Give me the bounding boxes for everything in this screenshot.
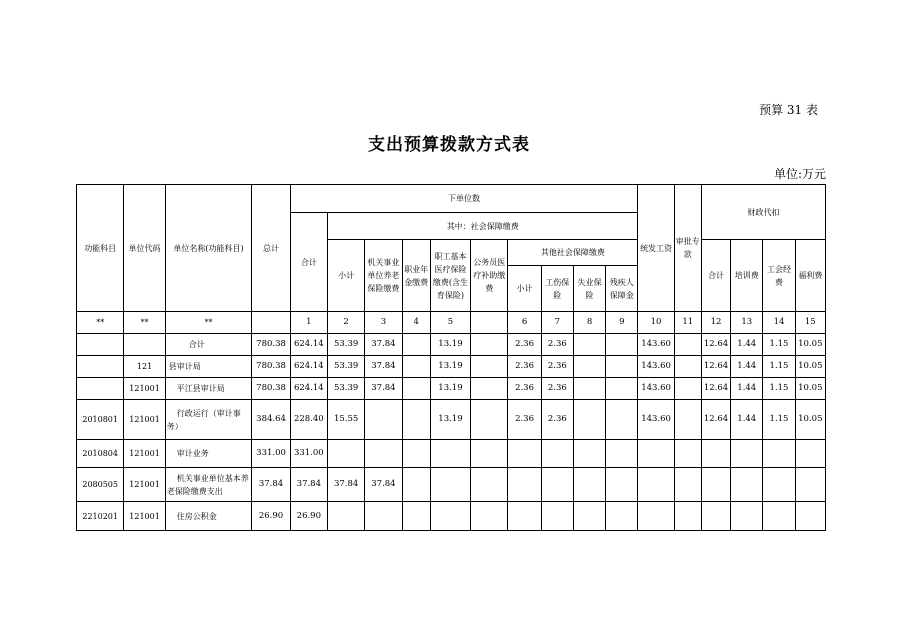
table-cell: 624.14 — [290, 378, 327, 400]
table-cell: 1.44 — [731, 378, 763, 400]
table-cell: 2.36 — [508, 356, 541, 378]
table-cell: 3 — [365, 312, 402, 334]
table-cell: 1.44 — [731, 400, 763, 440]
table-cell — [402, 400, 430, 440]
table-cell: 10.05 — [795, 356, 825, 378]
col-subtotal-all: 合计 — [290, 213, 327, 312]
col-unemployment: 失业保险 — [573, 266, 605, 312]
col-other-subtotal: 小计 — [508, 266, 541, 312]
table-cell: 37.84 — [365, 468, 402, 502]
table-cell: 1.15 — [763, 356, 795, 378]
table-cell — [795, 440, 825, 468]
table-cell: 8 — [573, 312, 605, 334]
table-cell: 143.60 — [638, 378, 674, 400]
col-fd-total: 合计 — [701, 240, 730, 312]
table-cell: 121001 — [124, 502, 165, 531]
table-cell: 121001 — [124, 468, 165, 502]
table-header — [77, 185, 826, 312]
table-cell — [471, 378, 508, 400]
table-cell — [573, 468, 605, 502]
table-cell: 11 — [674, 312, 701, 334]
table-cell: 331.00 — [252, 440, 290, 468]
table-cell — [365, 400, 402, 440]
table-cell — [763, 468, 795, 502]
table-cell — [471, 400, 508, 440]
table-cell: 2.36 — [541, 378, 573, 400]
col-func-code: 功能科目 — [77, 185, 124, 312]
table-cell: 780.38 — [252, 334, 290, 356]
table-row — [77, 378, 826, 400]
table-cell: 1.15 — [763, 400, 795, 440]
table-cell — [402, 468, 430, 502]
table-cell: 331.00 — [290, 440, 327, 468]
table-cell: 624.14 — [290, 356, 327, 378]
table-cell: 37.84 — [365, 378, 402, 400]
col-approval-fund: 审批专款 — [674, 185, 701, 312]
table-cell — [402, 356, 430, 378]
table-cell — [731, 468, 763, 502]
col-disabled: 残疾人保障金 — [606, 266, 638, 312]
table-cell: 1.44 — [731, 334, 763, 356]
table-cell: 10 — [638, 312, 674, 334]
table-cell — [606, 334, 638, 356]
table-cell: 7 — [541, 312, 573, 334]
table-cell: 143.60 — [638, 334, 674, 356]
table-cell — [606, 440, 638, 468]
table-cell: 13.19 — [430, 334, 470, 356]
table-cell: 1.44 — [731, 356, 763, 378]
table-cell: 10.05 — [795, 334, 825, 356]
table-cell: 780.38 — [252, 356, 290, 378]
table-cell — [471, 334, 508, 356]
table-cell: 4 — [402, 312, 430, 334]
table-cell: ** — [77, 312, 124, 334]
table-cell: 26.90 — [252, 502, 290, 531]
table-cell: 12.64 — [701, 378, 730, 400]
table-cell: 合计 — [165, 334, 252, 356]
col-subtotal: 小计 — [327, 240, 364, 312]
table-cell: 121001 — [124, 400, 165, 440]
table-cell: 5 — [430, 312, 470, 334]
table-cell — [573, 502, 605, 531]
table-cell: 15.55 — [327, 400, 364, 440]
table-cell — [674, 334, 701, 356]
table-cell: 2010804 — [77, 440, 124, 468]
table-cell: 53.39 — [327, 334, 364, 356]
table-cell: 37.84 — [365, 334, 402, 356]
table-cell: 9 — [606, 312, 638, 334]
table-cell: 2.36 — [541, 400, 573, 440]
table-cell — [430, 502, 470, 531]
table-cell — [508, 440, 541, 468]
table-cell — [402, 378, 430, 400]
table-cell: 2.36 — [508, 400, 541, 440]
page-title: 支出预算拨款方式表 — [368, 135, 530, 155]
table-cell: 121001 — [124, 378, 165, 400]
table-cell — [471, 468, 508, 502]
table-cell: 住房公积金 — [165, 502, 252, 531]
table-cell: 121 — [124, 356, 165, 378]
doc-number: 预算 31 表 — [759, 103, 818, 117]
table-cell: 2080505 — [77, 468, 124, 502]
table-cell: 15 — [795, 312, 825, 334]
table-cell — [573, 334, 605, 356]
table-row — [77, 502, 826, 531]
table-cell — [674, 468, 701, 502]
table-cell: 12.64 — [701, 400, 730, 440]
table-cell: 37.84 — [365, 356, 402, 378]
table-cell — [573, 440, 605, 468]
col-pension: 机关事业单位养老保险缴费 — [365, 240, 402, 312]
table-cell: 2.36 — [541, 334, 573, 356]
table-cell: 37.84 — [252, 468, 290, 502]
col-unified-salary: 统发工资 — [638, 185, 674, 312]
budget-table — [76, 184, 826, 531]
table-cell — [606, 468, 638, 502]
table-cell: ** — [124, 312, 165, 334]
table-cell — [430, 468, 470, 502]
table-cell — [508, 502, 541, 531]
table-cell: 624.14 — [290, 334, 327, 356]
table-cell: 2 — [327, 312, 364, 334]
table-cell — [638, 502, 674, 531]
table-cell: ** — [165, 312, 252, 334]
table-cell — [365, 502, 402, 531]
table-cell: 13.19 — [430, 356, 470, 378]
table-cell — [402, 502, 430, 531]
table-row — [77, 356, 826, 378]
table-cell — [731, 502, 763, 531]
table-cell — [701, 440, 730, 468]
table-cell: 2.36 — [508, 334, 541, 356]
col-medical: 职工基本医疗保险缴费(含生育保险) — [430, 240, 470, 312]
table-cell — [77, 378, 124, 400]
table-cell: 14 — [763, 312, 795, 334]
table-row — [77, 334, 826, 356]
table-cell — [606, 356, 638, 378]
table-cell — [573, 378, 605, 400]
table-cell — [674, 400, 701, 440]
table-cell — [471, 356, 508, 378]
unit-label: 单位:万元 — [773, 167, 826, 181]
table-cell — [763, 502, 795, 531]
table-cell: 10.05 — [795, 378, 825, 400]
table-cell — [674, 356, 701, 378]
table-cell: 1.15 — [763, 378, 795, 400]
col-social-security: 其中：社会保障缴费 — [327, 213, 637, 240]
table-cell — [430, 440, 470, 468]
table-cell: 53.39 — [327, 378, 364, 400]
table-cell — [674, 378, 701, 400]
table-cell — [541, 502, 573, 531]
table-cell: 行政运行（审计事务） — [165, 400, 252, 440]
col-subordinate: 下单位数 — [290, 185, 638, 213]
table-cell — [674, 502, 701, 531]
table-cell — [795, 468, 825, 502]
col-civil-medical: 公务员医疗补助缴费 — [471, 240, 508, 312]
table-cell: 审计业务 — [165, 440, 252, 468]
col-other-social: 其他社会保障缴费 — [508, 240, 638, 266]
table-cell: 10.05 — [795, 400, 825, 440]
table-cell: 780.38 — [252, 378, 290, 400]
table-cell: 13.19 — [430, 400, 470, 440]
table-cell: 143.60 — [638, 400, 674, 440]
table-body — [77, 312, 826, 531]
table-cell — [252, 312, 290, 334]
table-row — [77, 400, 826, 440]
table-cell: 12.64 — [701, 334, 730, 356]
table-cell — [763, 440, 795, 468]
table-cell — [471, 502, 508, 531]
table-cell — [606, 502, 638, 531]
table-cell: 2010801 — [77, 400, 124, 440]
table-cell: 1 — [290, 312, 327, 334]
table-cell — [606, 378, 638, 400]
col-welfare: 福利费 — [795, 240, 825, 312]
table-cell — [471, 312, 508, 334]
table-cell: 1.15 — [763, 334, 795, 356]
table-row — [77, 468, 826, 502]
table-cell — [402, 440, 430, 468]
table-cell — [124, 334, 165, 356]
table-cell: 13 — [731, 312, 763, 334]
col-training: 培训费 — [731, 240, 763, 312]
table-cell: 121001 — [124, 440, 165, 468]
table-cell: 53.39 — [327, 356, 364, 378]
table-cell — [327, 440, 364, 468]
table-cell — [701, 502, 730, 531]
table-row — [77, 440, 826, 468]
table-cell: 13.19 — [430, 378, 470, 400]
col-injury: 工伤保险 — [541, 266, 573, 312]
table-cell: 143.60 — [638, 356, 674, 378]
table-cell — [701, 468, 730, 502]
table-cell — [638, 440, 674, 468]
table-cell: 6 — [508, 312, 541, 334]
table-cell: 37.84 — [290, 468, 327, 502]
table-cell: 26.90 — [290, 502, 327, 531]
table-cell — [471, 440, 508, 468]
table-cell — [731, 440, 763, 468]
table-cell: 平江县审计局 — [165, 378, 252, 400]
table-cell: 2210201 — [77, 502, 124, 531]
table-cell: 384.64 — [252, 400, 290, 440]
table-cell — [77, 356, 124, 378]
table-cell: 2.36 — [508, 378, 541, 400]
table-cell — [327, 502, 364, 531]
table-cell — [541, 468, 573, 502]
table-cell: 37.84 — [327, 468, 364, 502]
table-cell — [606, 400, 638, 440]
table-cell: 12 — [701, 312, 730, 334]
col-union: 工会经费 — [763, 240, 795, 312]
col-fiscal-deduct: 财政代扣 — [701, 185, 825, 240]
table-cell — [674, 440, 701, 468]
col-total: 总计 — [252, 185, 290, 312]
table-cell: 12.64 — [701, 356, 730, 378]
table-cell: 228.40 — [290, 400, 327, 440]
table-cell — [365, 440, 402, 468]
table-cell — [638, 468, 674, 502]
table-cell — [508, 468, 541, 502]
table-cell — [77, 334, 124, 356]
col-unit-name: 单位名称(功能科目) — [165, 185, 252, 312]
table-cell — [795, 502, 825, 531]
table-cell: 县审计局 — [165, 356, 252, 378]
table-cell: 2.36 — [541, 356, 573, 378]
table-cell: 机关事业单位基本养老保险缴费支出 — [165, 468, 252, 502]
table-cell — [402, 334, 430, 356]
index-row — [77, 312, 826, 334]
col-annuity: 职业年金缴费 — [402, 240, 430, 312]
table-cell — [573, 400, 605, 440]
table-cell — [573, 356, 605, 378]
table-cell — [541, 440, 573, 468]
col-unit-code: 单位代码 — [124, 185, 165, 312]
